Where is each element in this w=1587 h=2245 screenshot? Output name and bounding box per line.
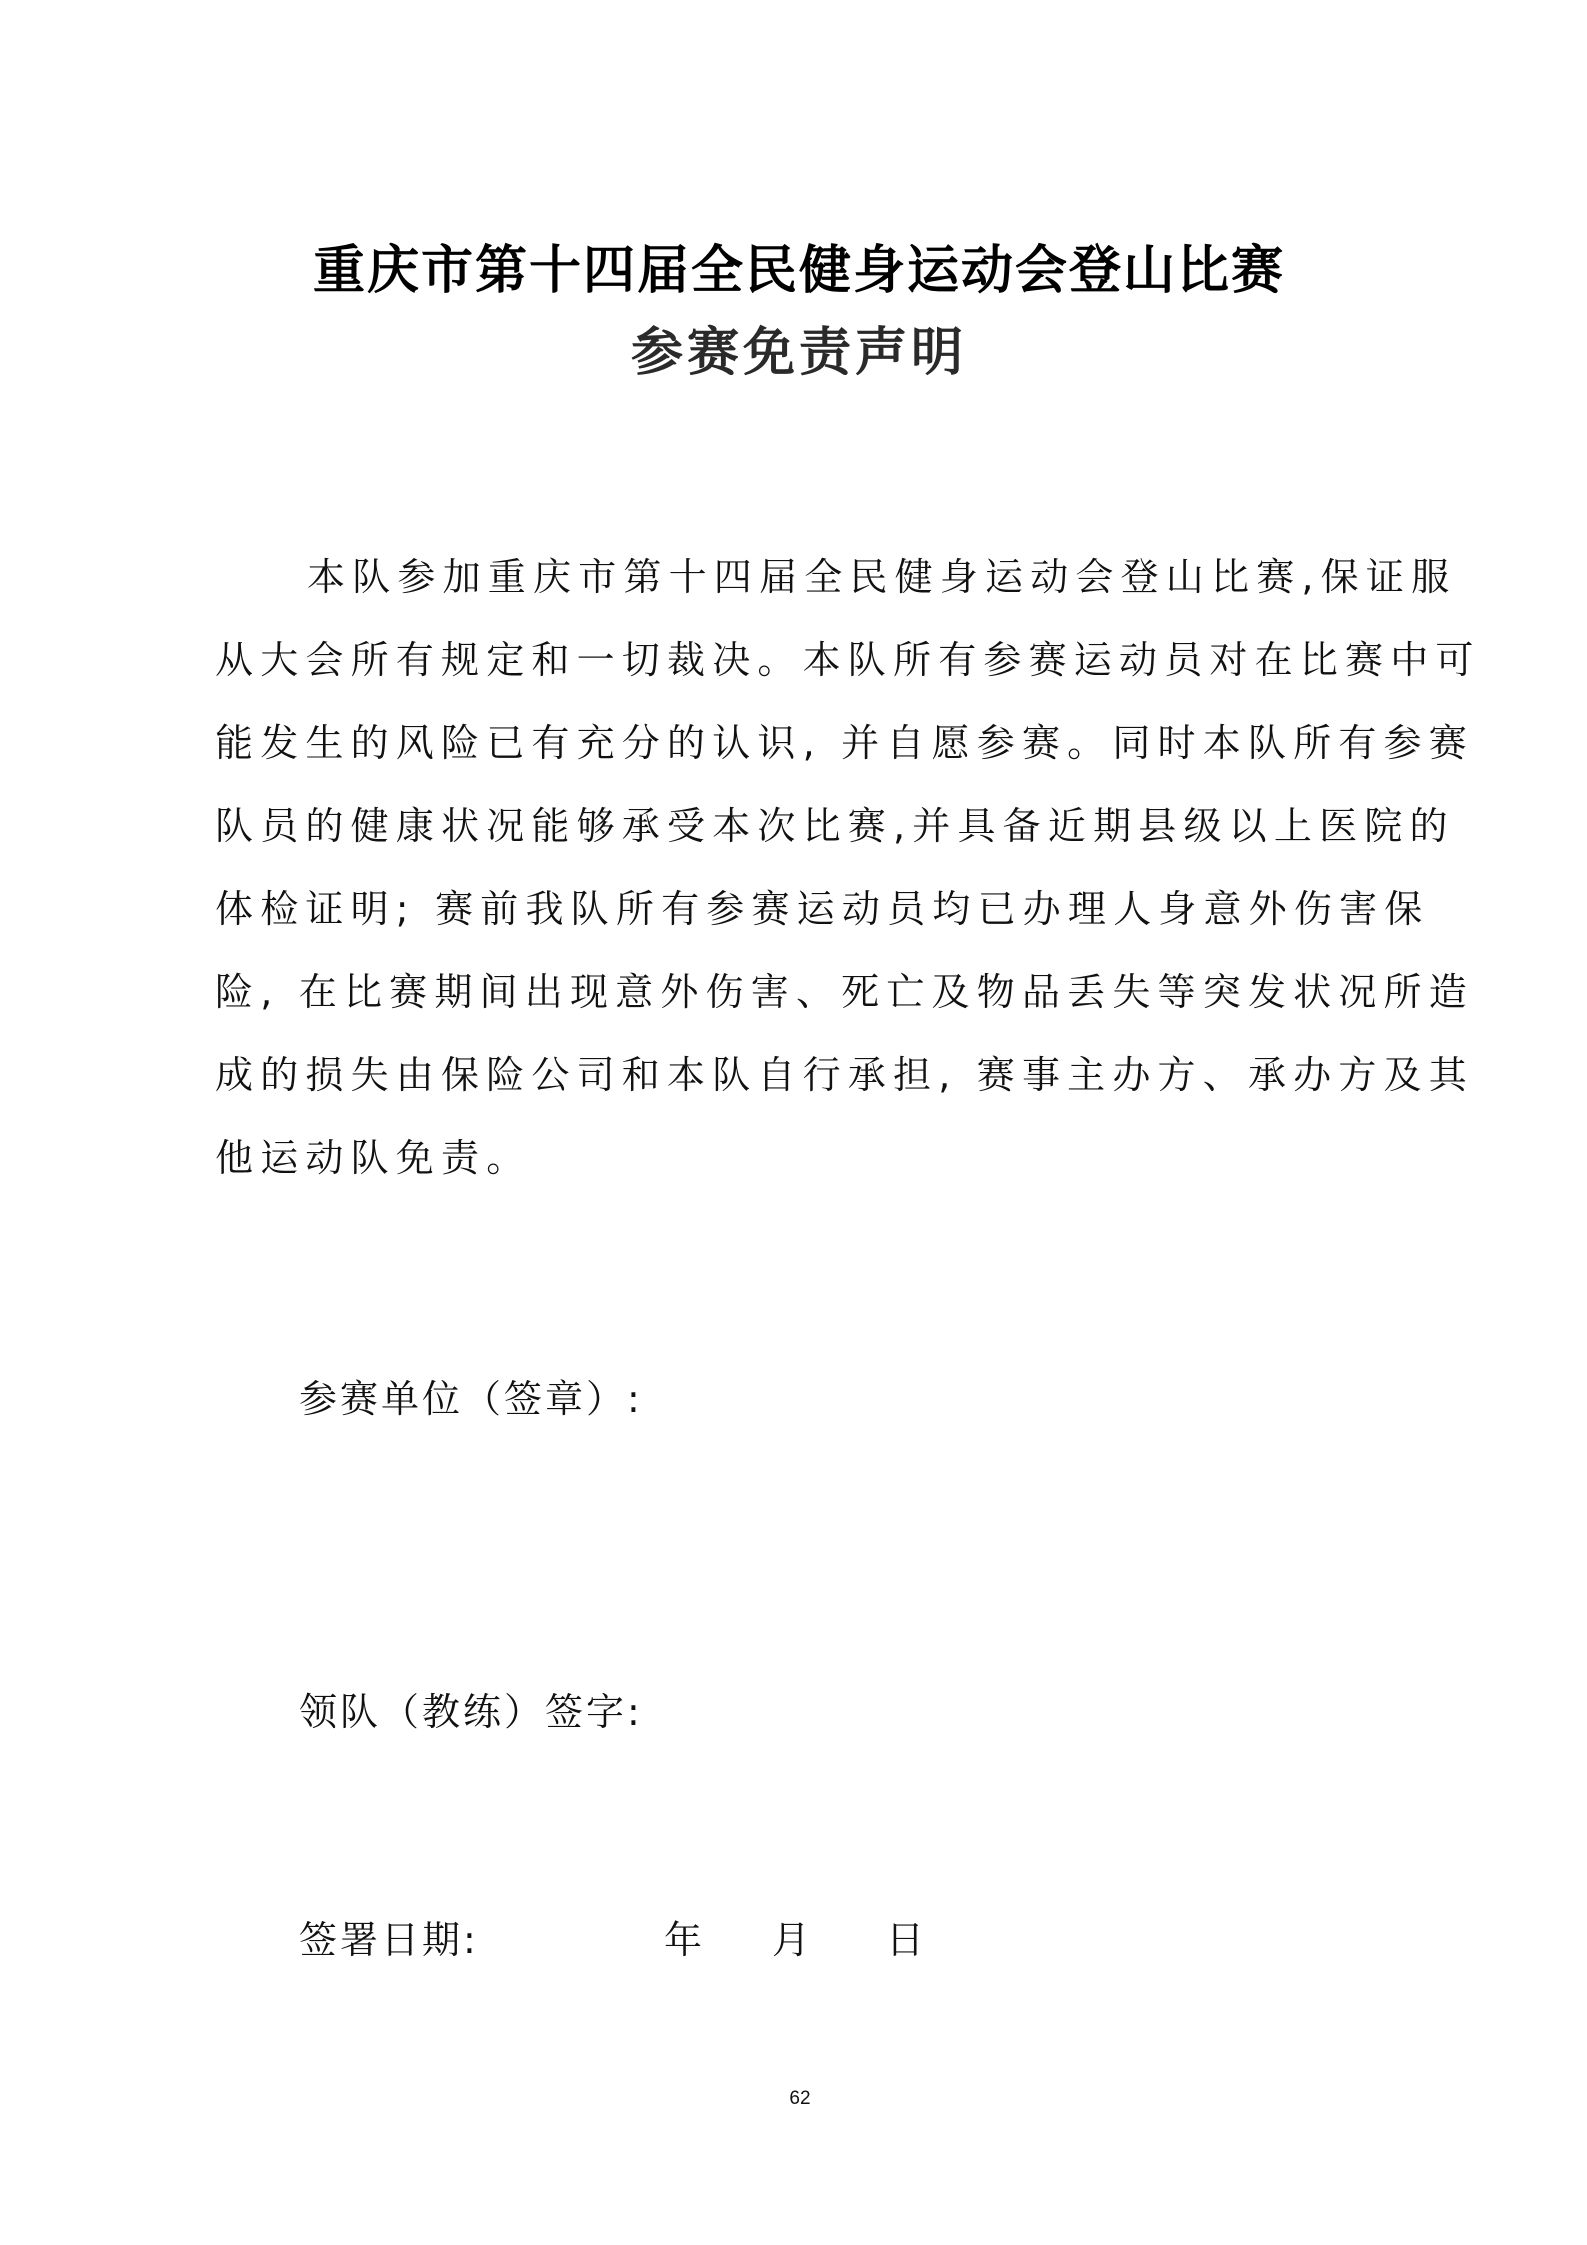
date-year-label: 年 [664,1918,703,1962]
paragraph-line: 他运动队免责。 [215,1136,532,1180]
document-title: 重庆市第十四届全民健身运动会登山比赛 [312,240,1285,301]
document-subtitle: 参赛免责声明 [630,322,967,383]
team-leader-signature-field[interactable] [660,1687,1360,1737]
page-number: 62 [789,2088,811,2109]
date-day-field[interactable] [822,1915,882,1965]
paragraph-line: 体检证明; 赛前我队所有参赛运动员均已办理人身意外伤害保 [215,887,1430,931]
date-year-field[interactable] [520,1915,655,1965]
paragraph-line: 险, 在比赛期间出现意外伤害、死亡及物品丢失等突发状况所造 [215,970,1474,1014]
participating-unit-seal-field[interactable] [660,1374,1360,1424]
date-day-label: 日 [886,1918,925,1962]
paragraph-line: 从大会所有规定和一切裁决。本队所有参赛运动员对在比赛中可 [215,638,1481,682]
participating-unit-seal-label: 参赛单位（签章）: [299,1377,643,1421]
paragraph-line: 本队参加重庆市第十四届全民健身运动会登山比赛,保证服 [307,555,1457,599]
date-month-field[interactable] [712,1915,767,1965]
signing-date-label: 签署日期: [299,1918,479,1962]
paragraph-line: 能发生的风险已有充分的认识, 并自愿参赛。同时本队所有参赛 [215,721,1474,765]
team-leader-signature-label: 领队（教练）签字: [299,1690,643,1734]
disclaimer-paragraph [215,536,1481,1200]
paragraph-line: 队员的健康状况能够承受本次比赛,并具备近期县级以上医院的 [215,804,1455,848]
paragraph-line: 成的损失由保险公司和本队自行承担, 赛事主办方、承办方及其 [215,1053,1474,1097]
date-month-label: 月 [772,1918,811,1962]
